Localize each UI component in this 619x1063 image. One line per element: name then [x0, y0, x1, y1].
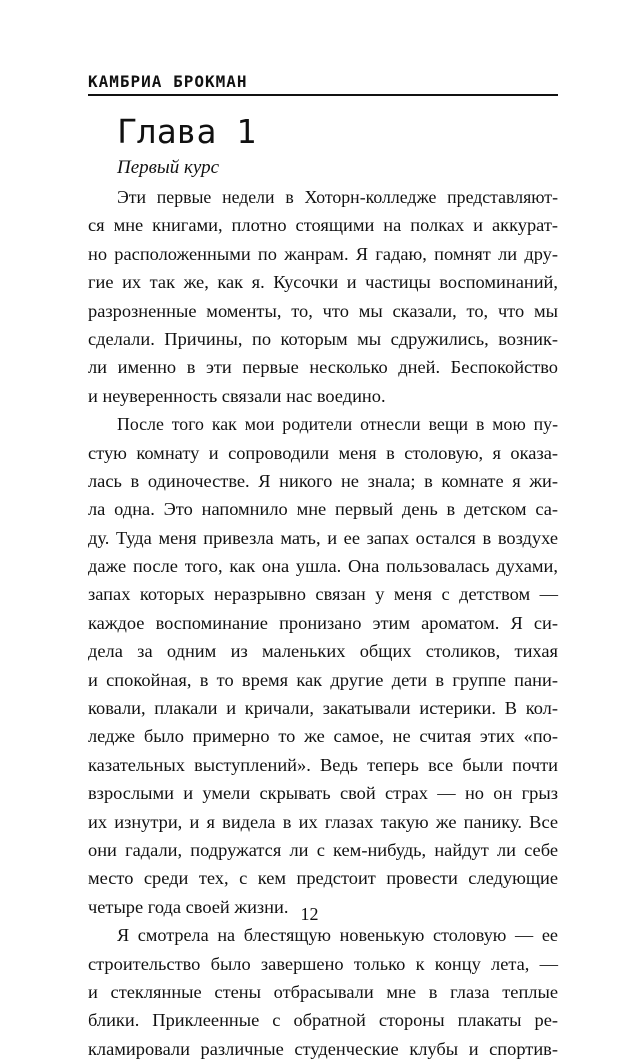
- running-head: КАМБРИА БРОКМАН: [88, 72, 248, 91]
- text-line: дела за одним из маленьких общих столиков, тихая: [88, 641, 558, 662]
- paragraph: [88, 921, 558, 1063]
- text-line: ду. Туда меня привезла мать, и ее запах остался в воздухе: [88, 527, 558, 548]
- text-line: Я смотрела на блестящую новенькую столовую — ее: [117, 925, 558, 946]
- text-line: и неуверенность связали нас воедино.: [88, 385, 386, 406]
- chapter-title: Глава 1: [117, 112, 257, 151]
- text-line: ледже было примерно то же самое, не считая этих «по-: [88, 726, 558, 747]
- text-line: гие их так же, как я. Кусочки и частицы воспоминаний,: [88, 272, 558, 293]
- body-text: [88, 183, 558, 1063]
- text-line: взрослыми и умели скрывать свой страх — но он грыз: [88, 783, 558, 804]
- chapter-subtitle: Первый курс: [117, 157, 220, 178]
- paragraph: [88, 183, 558, 410]
- header-rule: [88, 94, 558, 96]
- text-line: лась в одиночестве. Я никого не знала; в комнате я жи-: [88, 470, 558, 491]
- text-line: четыре года своей жизни.: [88, 896, 289, 917]
- text-line: ковали, плакали и кричали, закатывали истерики. В кол-: [88, 698, 558, 719]
- text-line: место среди тех, с кем предстоит провести следующие: [88, 868, 558, 889]
- text-line: блики. Приклеенные с обратной стороны плакаты ре-: [88, 1010, 558, 1031]
- text-line: сделали. Причины, по которым мы сдружились, возник-: [88, 328, 558, 349]
- text-line: ла одна. Это напомнило мне первый день в детском са-: [88, 499, 558, 520]
- text-line: Эти первые недели в Хоторн-колледже представляют-: [117, 187, 558, 207]
- text-line: После того как мои родители отнесли вещи в мою пу-: [117, 414, 558, 435]
- paragraph: [88, 410, 558, 921]
- text-line: каждое воспоминание пронизано этим ароматом. Я си-: [88, 612, 558, 633]
- text-line: даже после того, как она ушла. Она пользовалась духами,: [88, 556, 558, 577]
- text-line: но расположенными по жанрам. Я гадаю, помнят ли дру-: [88, 243, 558, 264]
- text-line: ли именно в эти первые несколько дней. Беспокойство: [88, 357, 558, 378]
- text-line: и спокойная, в то время как другие дети в группе пани-: [88, 669, 558, 690]
- text-line: запах которых неразрывно связан у меня с детством —: [88, 584, 558, 605]
- text-line: стую комнату и сопроводили меня в столовую, я оказа-: [88, 442, 558, 463]
- text-line: разрозненные моменты, то, что мы сказали, то, что мы: [88, 300, 558, 321]
- page-number: 12: [300, 904, 319, 924]
- text-line: кламировали различные студенческие клубы и спортив-: [88, 1038, 558, 1059]
- text-line: казательных выступлений». Ведь теперь все были почти: [88, 754, 558, 775]
- text-line: строительство было завершено только к концу лета, —: [88, 953, 558, 974]
- text-line: ся мне книгами, плотно стоящими на полках и аккурат-: [88, 215, 558, 236]
- text-line: их изнутри, и я видела в их глазах такую же панику. Все: [88, 811, 558, 832]
- text-line: они гадали, подружатся ли с кем-нибудь, найдут ли себе: [88, 839, 558, 860]
- text-line: и стеклянные стены отбрасывали мне в глаза теплые: [88, 981, 558, 1002]
